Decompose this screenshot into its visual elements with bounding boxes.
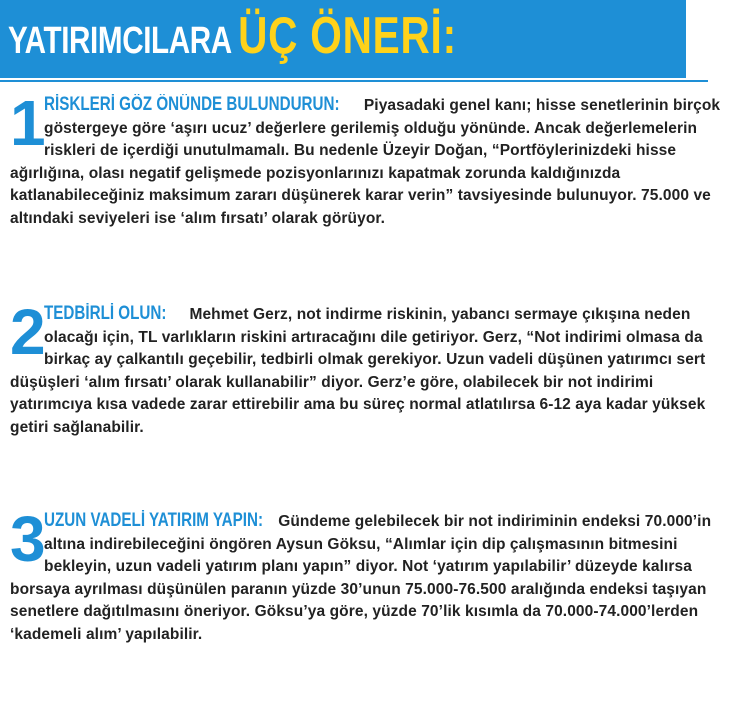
section-lead: UZUN VADELİ YATIRIM YAPIN: xyxy=(44,510,264,531)
advice-section-1 xyxy=(10,87,738,231)
section-lead: RİSKLERİ GÖZ ÖNÜNDE BULUNDURUN: xyxy=(44,94,340,115)
advice-section-3 xyxy=(10,503,738,647)
section-number: 2 xyxy=(10,296,46,368)
headline-part-1: YATIRIMCILARA xyxy=(8,20,232,62)
section-text: Mehmet Gerz, not indirme riskinin, yabancı sermaye çıkışına neden olacağı için, TL varlıkların riskini artıracağını dile getiriyor. Gerz, “Not indirimi olmasa da birkaç ay çalkantılı geçebilir, tedbirli olmak gerekiyor. Uzun vadeli düşünen yatırımcı sert düşüşleri ‘alım fırsatı’ olarak kullanabilir” diyor. Gerz’e göre, olabilecek bir not indirimi yatırımcıya kısa vadede zarar ettirebilir ama bu süreç normal atlatılırsa 6-12 aya kadar yüksek getiri sağlanabilir. xyxy=(10,306,706,436)
headline xyxy=(8,6,457,79)
section-paragraph xyxy=(10,503,738,647)
section-paragraph xyxy=(10,296,738,440)
section-lead: TEDBİRLİ OLUN: xyxy=(44,303,167,324)
section-number: 1 xyxy=(10,87,46,159)
headline-banner xyxy=(0,0,686,78)
section-number: 3 xyxy=(10,503,46,575)
section-paragraph xyxy=(10,87,738,231)
section-text: Gündeme gelebilecek bir not indiriminin endeksi 70.000’in altına indirebileceğini öngören Aysun Göksu, “Alımlar için dip çalışmasının bitmesini bekleyin, uzun vadeli yatırım planı yapın” diyor. Not ‘yatırım yapılabilir’ düzeyde kalırsa borsaya ayrılması düşünülen paranın yüzde 30’unun 75.000-76.500 aralığında endeksi taşıyan senetlere dağıtılmasını öneriyor. Göksu’ya göre, yüzde 70’lik kısımla da 70.000-74.000’lerden ‘kademeli alım’ yapılabilir. xyxy=(10,513,712,643)
header-rule xyxy=(0,80,708,82)
advice-section-2 xyxy=(10,296,738,440)
section-text: Piyasadaki genel kanı; hisse senetlerinin birçok göstergeye göre ‘aşırı ucuz’ değerlere gerilemiş olduğu yönünde. Ancak değerlemelerin riskleri de içerdiği unutulmamalı. Bu nedenle Üzeyir Doğan, “Portföylerinizdeki hisse ağırlığına, olası negatif gelişmede pozisyonlarınızı kapatmak zorunda kaldığınızda katlanabileceğiniz maksimum zararı düşünerek karar verin” tavsiyesinde bulunuyor. 75.000 ve altındaki seviyeleri ise ‘alım fırsatı’ olarak görüyor. xyxy=(10,97,721,227)
headline-part-2: ÜÇ ÖNERİ: xyxy=(238,7,457,65)
